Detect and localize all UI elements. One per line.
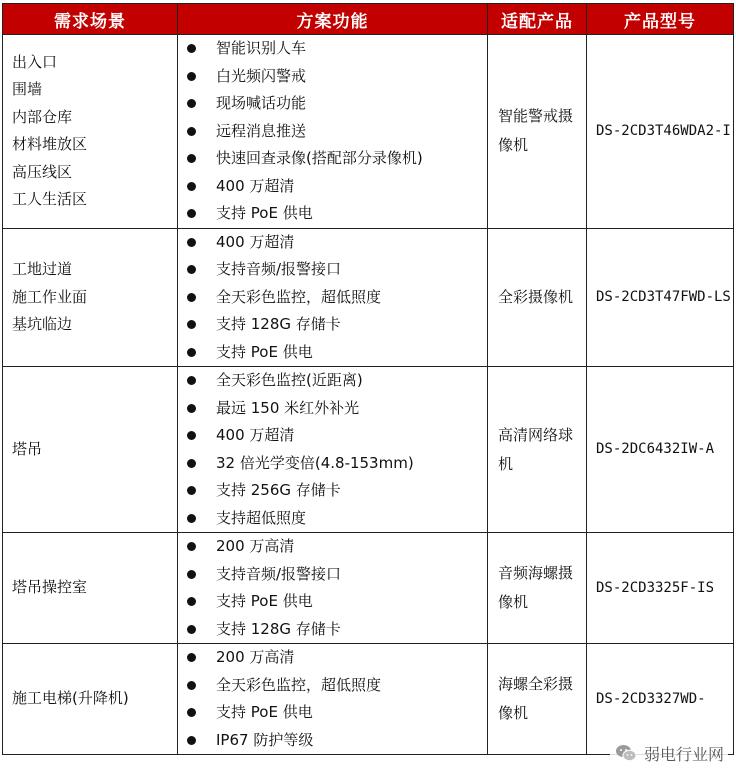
feature-item: 支持超低照度 bbox=[178, 505, 487, 533]
scene-cell bbox=[3, 228, 178, 367]
table-row bbox=[3, 367, 734, 533]
table-body bbox=[3, 35, 734, 755]
feature-item: 支持 128G 存储卡 bbox=[178, 311, 487, 339]
model-cell: DS-2CD3325F-IS bbox=[587, 533, 734, 644]
scene-line: 工地过道 bbox=[12, 260, 73, 278]
feature-item: 200 万高清 bbox=[178, 644, 487, 672]
scene-line: 材料堆放区 bbox=[12, 135, 88, 154]
features-cell bbox=[178, 228, 488, 367]
feature-item: 快速回查录像(搭配部分录像机) bbox=[178, 145, 487, 173]
feature-item: 支持 128G 存储卡 bbox=[178, 616, 487, 644]
model-cell: DS-2CD3T46WDA2-I bbox=[587, 35, 734, 229]
features-cell bbox=[178, 367, 488, 533]
scene-cell bbox=[3, 644, 178, 755]
scene-cell bbox=[3, 533, 178, 644]
product-cell: 智能警戒摄像机 bbox=[488, 35, 587, 229]
model-cell: DS-2DC6432IW-A bbox=[587, 367, 734, 533]
product-cell: 全彩摄像机 bbox=[488, 228, 587, 367]
header-row bbox=[3, 4, 734, 35]
scene-cell bbox=[3, 367, 178, 533]
feature-item: 最远 150 米红外补光 bbox=[178, 395, 487, 423]
features-cell bbox=[178, 644, 488, 755]
feature-item: 现场喊话功能 bbox=[178, 90, 487, 118]
feature-item: 400 万超清 bbox=[178, 422, 487, 450]
model-cell: DS-2CD3327WD- bbox=[587, 644, 734, 755]
table-row bbox=[3, 228, 734, 367]
feature-item: 全天彩色监控(近距离) bbox=[178, 367, 487, 395]
scene-line: 围墙 bbox=[12, 80, 43, 99]
header-product: 适配产品 bbox=[488, 4, 587, 35]
feature-item: 32 倍光学变倍(4.8-153mm) bbox=[178, 450, 487, 478]
header-scene: 需求场景 bbox=[3, 4, 178, 35]
scene-line: 施工电梯(升降机) bbox=[12, 689, 129, 708]
feature-item: 白光频闪警戒 bbox=[178, 63, 487, 91]
feature-item: 全天彩色监控，超低照度 bbox=[178, 284, 487, 312]
wechat-icon bbox=[614, 741, 638, 765]
scene-line: 基坑临边 bbox=[12, 315, 73, 333]
feature-item: 支持 256G 存储卡 bbox=[178, 477, 487, 505]
scene-line: 出入口 bbox=[12, 52, 58, 71]
product-cell: 海螺全彩摄像机 bbox=[488, 644, 587, 755]
header-features: 方案功能 bbox=[178, 4, 488, 35]
feature-item: 全天彩色监控，超低照度 bbox=[178, 672, 487, 700]
feature-item: 400 万超清 bbox=[178, 173, 487, 201]
scene-line: 塔吊操控室 bbox=[12, 578, 88, 597]
feature-item: 支持音频/报警接口 bbox=[178, 561, 487, 589]
product-cell: 高清网络球机 bbox=[488, 367, 587, 533]
feature-list bbox=[178, 367, 487, 532]
feature-item: 200 万高清 bbox=[178, 533, 487, 561]
header-model: 产品型号 bbox=[587, 4, 734, 35]
watermark bbox=[610, 739, 728, 767]
solution-table bbox=[2, 3, 734, 755]
feature-item: 远程消息推送 bbox=[178, 118, 487, 146]
scene-line: 塔吊 bbox=[12, 439, 43, 458]
feature-item: 支持 PoE 供电 bbox=[178, 699, 487, 727]
scene-line: 内部仓库 bbox=[12, 107, 73, 126]
table-row bbox=[3, 35, 734, 229]
scene-cell bbox=[3, 35, 178, 229]
scene-line: 施工作业面 bbox=[12, 287, 88, 306]
watermark-text: 弱电行业网 bbox=[643, 744, 724, 764]
features-cell bbox=[178, 35, 488, 229]
scene-line: 高压线区 bbox=[12, 162, 73, 181]
feature-item: 支持 PoE 供电 bbox=[178, 339, 487, 367]
feature-list bbox=[178, 35, 487, 228]
scene-line: 工人生活区 bbox=[12, 190, 88, 209]
feature-item: 支持 PoE 供电 bbox=[178, 588, 487, 616]
feature-item: 支持音频/报警接口 bbox=[178, 256, 487, 284]
product-cell: 音频海螺摄像机 bbox=[488, 533, 587, 644]
feature-item: 支持 PoE 供电 bbox=[178, 200, 487, 228]
model-cell: DS-2CD3T47FWD-LS bbox=[587, 228, 734, 367]
feature-item: IP67 防护等级 bbox=[178, 727, 487, 755]
features-cell bbox=[178, 533, 488, 644]
feature-list bbox=[178, 533, 487, 643]
table-row bbox=[3, 533, 734, 644]
feature-list bbox=[178, 229, 487, 367]
feature-item: 400 万超清 bbox=[178, 229, 487, 257]
feature-item: 智能识别人车 bbox=[178, 35, 487, 63]
table-row bbox=[3, 644, 734, 755]
feature-list bbox=[178, 644, 487, 754]
